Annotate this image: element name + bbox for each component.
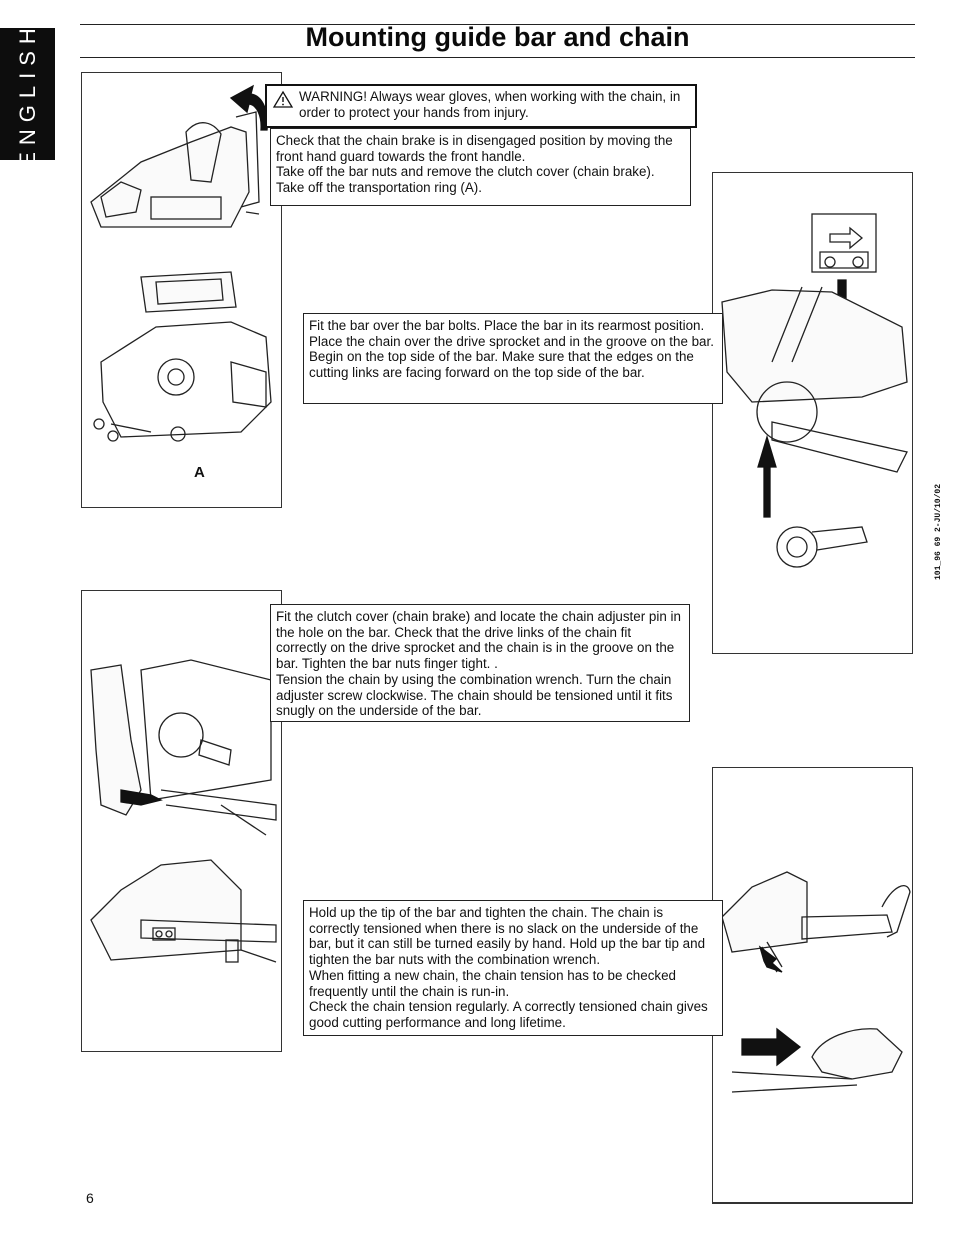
step2-text-box [303, 313, 723, 404]
step4-line-1: Hold up the tip of the bar and tighten the chain. The chain is correctly tensioned when there is no slack on the underside of the bar, but it can still be turned easily by hand. Hold up the bar tip and tighten the bar nuts with the combination wrench. [309, 905, 706, 968]
title-underline [80, 57, 915, 58]
figure-chain-tension-illustration [712, 767, 912, 1201]
step4-line-3: Check the chain tension regularly. A correctly tensioned chain gives good cutting performance and long lifetime. [309, 999, 708, 1030]
side-print-code: 101_96 69 2-JU/10/02 [934, 483, 943, 580]
step1-line-2: Take off the bar nuts and remove the clutch cover (chain brake). [276, 164, 655, 180]
figure-clutch-cover-illustration [81, 590, 281, 1050]
step3-line-2: Tension the chain by using the combination wrench. Turn the chain adjuster screw clockwise. The chain should be tensioned until it fits snugly on the underside of the bar. [276, 671, 673, 719]
page-number: 6 [86, 1190, 94, 1206]
page-title: Mounting guide bar and chain [305, 22, 690, 52]
step3-line-1: Fit the clutch cover (chain brake) and locate the chain adjuster pin in the hole on the bar. Check that the drive links of the chain fit correctly on the drive sprocket and the chain is in the groove on the bar. Tighten the bar nuts finger tight. . [276, 609, 681, 672]
figure-bar-and-chain-illustration [712, 172, 912, 652]
step1-line-3: Take off the transportation ring (A). [276, 180, 482, 196]
warning-box [265, 84, 697, 128]
language-tab-label: ENGLISH [14, 21, 40, 167]
step4-text-box [303, 900, 723, 1036]
warning-text: WARNING! Always wear gloves, when working with the chain, in order to protect your hands from injury. [299, 89, 681, 120]
step3-text-box [270, 604, 690, 722]
step2-text: Fit the bar over the bar bolts. Place the bar in its rearmost position. Place the chain over the drive sprocket and in the groove on the bar. Begin on the top side of the bar. Make sure that the edges on the cutting links are facing forward on the top side of the bar. [309, 318, 714, 381]
step1-line-1: Check that the chain brake is in disengaged position by moving the front hand guard towards the front handle. [276, 133, 673, 164]
figure-label-a: A [194, 464, 205, 481]
figure-chainsaw-brake-illustration [81, 72, 281, 508]
warning-triangle-icon [273, 91, 293, 108]
step1-text-box [270, 128, 691, 206]
step4-line-2: When fitting a new chain, the chain tension has to be checked frequently until the chain is run-in. [309, 967, 676, 999]
language-tab [0, 21, 55, 167]
